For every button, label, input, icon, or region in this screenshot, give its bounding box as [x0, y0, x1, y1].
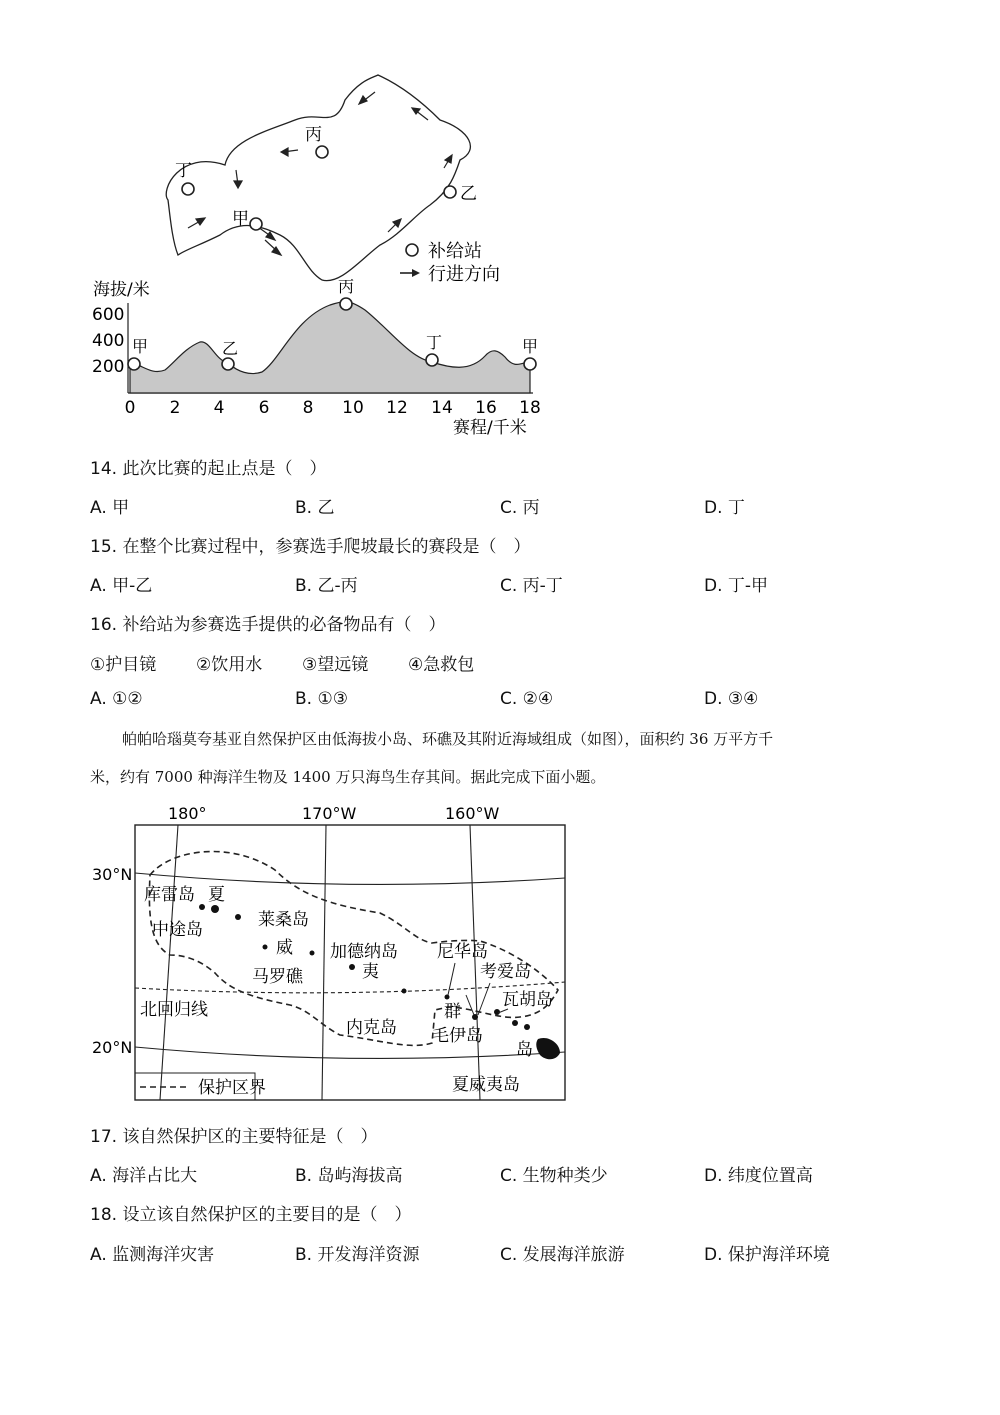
- q16-item-4: ④急救包: [408, 655, 475, 675]
- parallel-30n: [135, 873, 565, 884]
- q18-option-d[interactable]: D. 保护海洋环境: [704, 1245, 830, 1265]
- passage-line-2: 米，约有 7000 种海洋生物及 1400 万只海鸟生存其间。据此完成下面小题。: [90, 768, 606, 786]
- profile-point-yi: [222, 358, 234, 370]
- parallel-20n: [135, 1047, 565, 1058]
- station-ding-marker: [182, 183, 194, 195]
- reading-passage: [90, 720, 910, 796]
- q17-option-c[interactable]: C. 生物种类少: [500, 1166, 608, 1186]
- q18-stem: 18. 设立该自然保护区的主要目的是（ ）: [90, 1205, 412, 1225]
- label-gardner: 加德纳岛: [330, 942, 398, 962]
- profile-x-tick: 2: [169, 398, 181, 418]
- profile-y-tick: 400: [92, 331, 125, 351]
- map-label-jia: 甲: [232, 209, 249, 229]
- lat-label-30n: 30°N: [92, 865, 133, 884]
- profile-x-ticks: [125, 398, 541, 418]
- profile-x-tick: 8: [302, 398, 314, 418]
- q15-option-b[interactable]: B. 乙-丙: [295, 576, 358, 596]
- label-tropic-of-cancer: 北回归线: [140, 1000, 208, 1020]
- profile-x-title: 赛程/千米: [453, 418, 527, 438]
- profile-x-tick: 16: [475, 398, 497, 418]
- q14-option-b[interactable]: B. 乙: [295, 498, 335, 518]
- profile-y-tick: 600: [92, 305, 125, 325]
- reserve-map-svg: [0, 795, 600, 1110]
- label-oahu: 瓦胡岛: [502, 990, 553, 1010]
- profile-label-jia-start: 甲: [132, 337, 149, 356]
- profile-x-tick: 18: [519, 398, 541, 418]
- legend-direction-label: 行进方向: [428, 264, 500, 285]
- q15-stem: 15. 在整个比赛过程中，参赛选手爬坡最长的赛段是（ ）: [90, 537, 531, 557]
- lon-label-170w: 170°W: [302, 804, 357, 823]
- profile-x-tick: 14: [431, 398, 453, 418]
- map-label-yi: 乙: [460, 184, 477, 204]
- q16-stem: 16. 补给站为参赛选手提供的必备物品有（ ）: [90, 615, 446, 635]
- passage-line-1: 帕帕哈瑙莫夸基亚自然保护区由低海拔小岛、环礁及其附近海域组成（如图），面积约 36 万平方千: [122, 730, 774, 748]
- profile-y-ticks: [92, 305, 124, 377]
- profile-point-jia-start: [128, 358, 140, 370]
- q16-option-a[interactable]: A. ①②: [90, 689, 143, 709]
- q18-option-a[interactable]: A. 监测海洋灾害: [90, 1245, 215, 1265]
- station-bing-marker: [316, 146, 328, 158]
- route-path: [166, 75, 470, 281]
- q17-stem: 17. 该自然保护区的主要特征是（ ）: [90, 1127, 378, 1147]
- profile-y-title: 海拔/米: [93, 280, 150, 300]
- profile-x-tick: 6: [258, 398, 270, 418]
- profile-label-jia-end: 甲: [522, 337, 539, 356]
- q16-item-1: ①护目镜: [90, 655, 157, 675]
- label-yi: 夷: [362, 962, 379, 982]
- lon-label-160w: 160°W: [445, 804, 500, 823]
- q18-option-b[interactable]: B. 开发海洋资源: [295, 1245, 420, 1265]
- meridian-170w: [322, 825, 326, 1100]
- q15-option-a[interactable]: A. 甲-乙: [90, 576, 153, 596]
- label-xia: 夏: [208, 885, 225, 905]
- q16-option-c[interactable]: C. ②④: [500, 689, 554, 709]
- profile-x-tick: 12: [386, 398, 408, 418]
- label-hawaii-island: 夏威夷岛: [452, 1075, 520, 1095]
- q16-option-d[interactable]: D. ③④: [704, 689, 759, 709]
- q14-option-d[interactable]: D. 丁: [704, 498, 745, 518]
- label-maro-reef: 马罗礁: [252, 967, 303, 987]
- q17-option-b[interactable]: B. 岛屿海拔高: [295, 1166, 403, 1186]
- profile-label-yi: 乙: [222, 339, 239, 358]
- q16-item-2: ②饮用水: [196, 655, 263, 675]
- profile-point-jia-end: [524, 358, 536, 370]
- legend-supply-label: 补给站: [428, 241, 482, 262]
- label-necker: 内克岛: [346, 1018, 397, 1038]
- reserve-map-figure: [0, 795, 600, 1110]
- lon-label-180: 180°: [168, 804, 207, 823]
- profile-x-tick: 4: [213, 398, 225, 418]
- q16-option-b[interactable]: B. ①③: [295, 689, 348, 709]
- station-jia-marker: [250, 218, 262, 230]
- profile-point-bing: [340, 298, 352, 310]
- label-midway: 中途岛: [152, 920, 203, 940]
- label-dao: 岛: [516, 1040, 533, 1060]
- q17-option-d[interactable]: D. 纬度位置高: [704, 1166, 813, 1186]
- lat-label-20n: 20°N: [92, 1038, 133, 1057]
- tropic-of-cancer: [135, 982, 565, 993]
- meridian-160w: [470, 825, 480, 1100]
- legend-direction-icon: [400, 269, 420, 277]
- map-label-ding: 丁: [175, 161, 192, 181]
- map-label-bing: 丙: [305, 125, 322, 145]
- label-wei: 威: [276, 938, 293, 958]
- profile-point-ding: [426, 354, 438, 366]
- profile-x-tick: 0: [124, 398, 136, 418]
- label-qun: 群: [444, 1002, 461, 1022]
- q14-option-c[interactable]: C. 丙: [500, 498, 540, 518]
- profile-label-bing: 丙: [338, 277, 355, 296]
- q14-option-a[interactable]: A. 甲: [90, 498, 130, 518]
- profile-y-tick: 200: [92, 357, 125, 377]
- profile-area: [130, 302, 530, 393]
- q18-option-c[interactable]: C. 发展海洋旅游: [500, 1245, 625, 1265]
- meridian-180: [160, 825, 178, 1100]
- route-map-svg: [0, 0, 600, 450]
- station-yi-marker: [444, 186, 456, 198]
- label-niihau: 尼华岛: [437, 942, 488, 962]
- route-map-figure: [0, 0, 600, 450]
- label-laysan: 莱桑岛: [258, 910, 309, 930]
- profile-label-ding: 丁: [426, 333, 443, 352]
- label-maui: 毛伊岛: [432, 1026, 483, 1046]
- q16-item-3: ③望远镜: [302, 655, 369, 675]
- q17-option-a[interactable]: A. 海洋占比大: [90, 1166, 198, 1186]
- label-kure-island: 库雷岛: [144, 885, 195, 905]
- profile-x-tick: 10: [342, 398, 364, 418]
- legend-supply-icon: [406, 244, 418, 256]
- q15-option-d[interactable]: D. 丁-甲: [704, 576, 769, 596]
- label-kauai: 考爱岛: [480, 962, 531, 982]
- q15-option-c[interactable]: C. 丙-丁: [500, 576, 563, 596]
- q14-stem: 14. 此次比赛的起止点是（ ）: [90, 459, 327, 479]
- legend-boundary-label: 保护区界: [198, 1078, 266, 1098]
